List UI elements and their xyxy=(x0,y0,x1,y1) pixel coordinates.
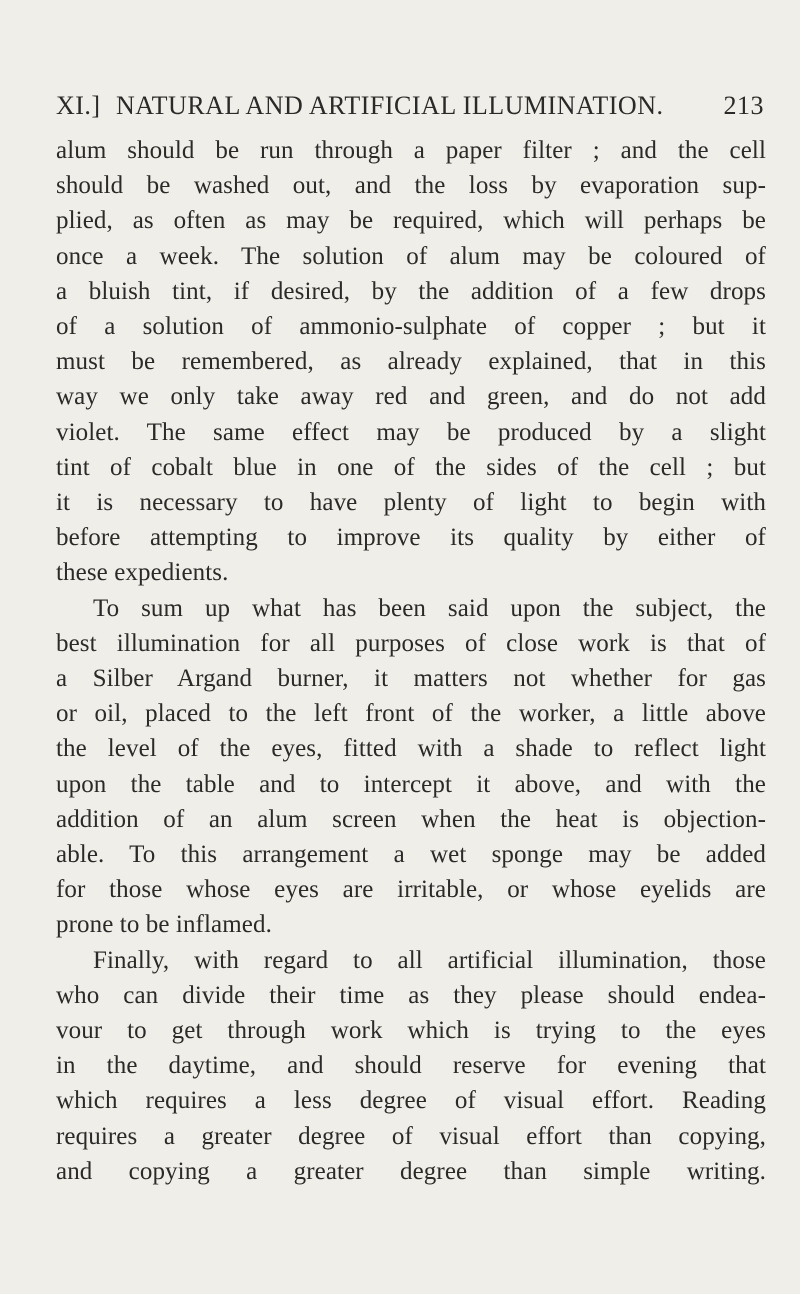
text-line: To sum up what has been said upon the subject, the xyxy=(93,594,766,622)
text-line: a Silber Argand burner, it matters not whether for gas xyxy=(56,665,766,693)
text-line: and copying a greater degree than simple writing. xyxy=(56,1157,766,1185)
chapter-number: XI.] xyxy=(56,91,101,120)
text-line: requires a greater degree of visual effort than copying, xyxy=(56,1122,766,1150)
text-line: tint of cobalt blue in one of the sides of the cell ; but xyxy=(56,453,766,481)
text-line: these expedients. xyxy=(56,559,229,587)
running-title: NATURAL AND ARTIFICIAL ILLUMINATION. xyxy=(116,91,664,120)
text-line: which requires a less degree of visual effort. Reading xyxy=(56,1087,766,1115)
paragraph-1 xyxy=(56,133,766,591)
text-line: addition of an alum screen when the heat is objection- xyxy=(56,805,766,833)
text-line: of a solution of ammonio-sulphate of copper ; but it xyxy=(56,313,766,341)
text-line: before attempting to improve its quality by either of xyxy=(56,524,766,552)
text-line: in the daytime, and should reserve for evening that xyxy=(56,1052,766,1080)
paragraph-2 xyxy=(56,591,766,943)
text-line: prone to be inflamed. xyxy=(56,911,272,939)
text-line: once a week. The solution of alum may be coloured of xyxy=(56,242,766,270)
running-head xyxy=(56,88,764,124)
body-text xyxy=(56,133,766,1189)
page-number: 213 xyxy=(723,91,764,120)
text-line: best illumination for all purposes of close work is that of xyxy=(56,629,766,657)
text-line: Finally, with regard to all artificial illumination, those xyxy=(93,946,766,974)
text-line: able. To this arrangement a wet sponge may be added xyxy=(56,841,766,869)
text-line: the level of the eyes, fitted with a shade to reflect light xyxy=(56,735,766,763)
text-line: vour to get through work which is trying to the eyes xyxy=(56,1017,766,1045)
text-line: alum should be run through a paper filter ; and the cell xyxy=(56,137,766,164)
text-line: way we only take away red and green, and do not add xyxy=(56,383,766,411)
text-line: must be remembered, as already explained, that in this xyxy=(56,348,766,376)
text-line: violet. The same effect may be produced by a slight xyxy=(56,418,766,446)
text-line: a bluish tint, if desired, by the addition of a few drops xyxy=(56,277,766,305)
text-line: plied, as often as may be required, which will perhaps be xyxy=(56,207,766,235)
text-line: who can divide their time as they please should endea- xyxy=(56,981,766,1009)
text-line: upon the table and to intercept it above, and with the xyxy=(56,770,766,798)
text-line: it is necessary to have plenty of light to begin with xyxy=(56,489,766,517)
text-line: should be washed out, and the loss by evaporation sup- xyxy=(56,172,766,200)
paragraph-3 xyxy=(56,943,766,1189)
text-line: for those whose eyes are irritable, or whose eyelids are xyxy=(56,876,766,904)
text-line: or oil, placed to the left front of the worker, a little above xyxy=(56,700,766,728)
